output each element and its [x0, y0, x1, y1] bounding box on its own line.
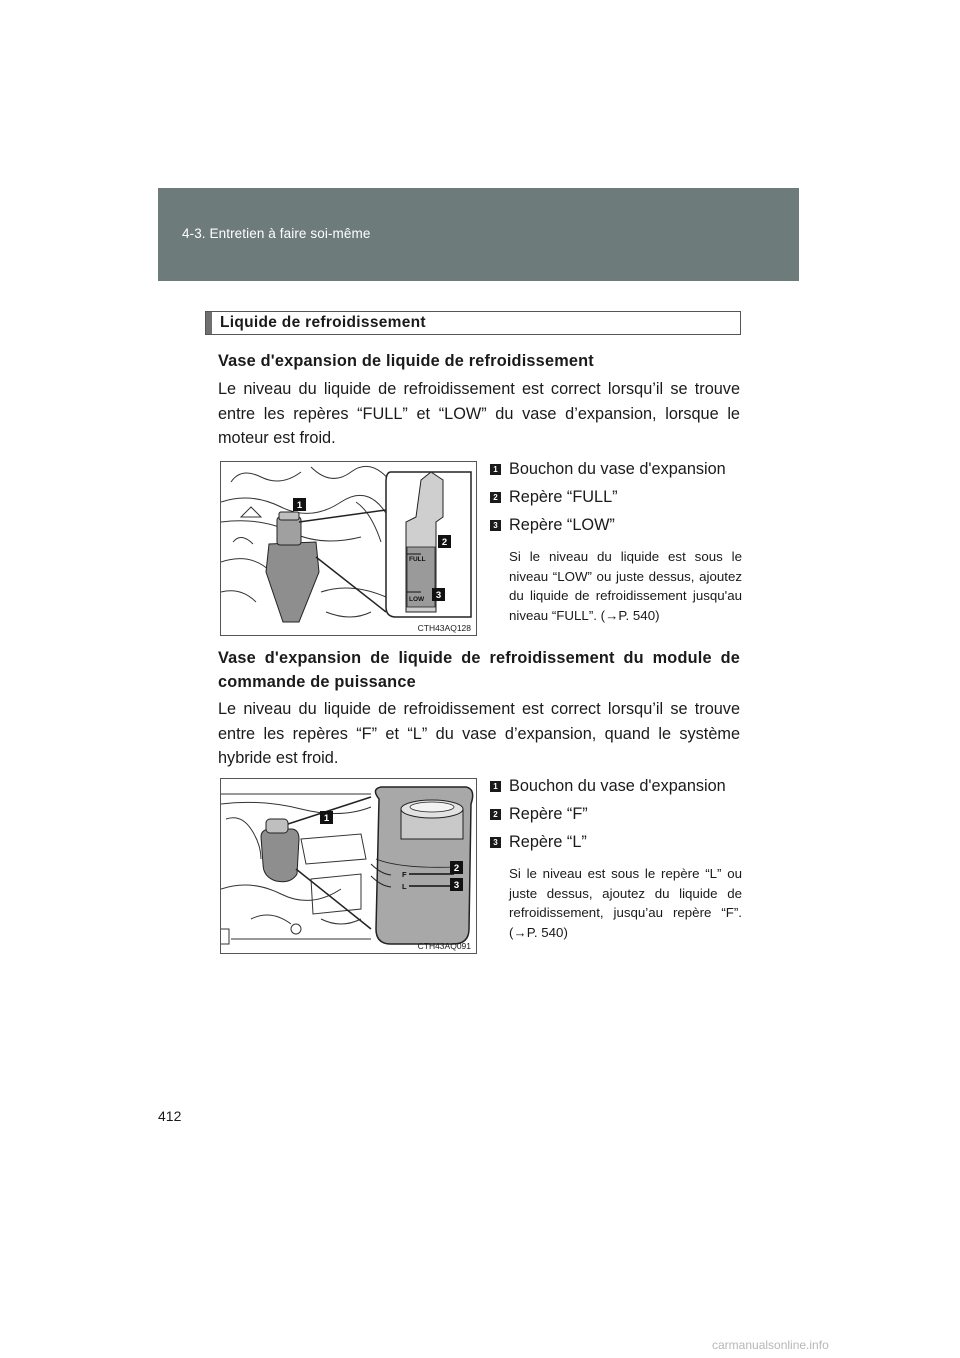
block2-heading-line2: commande de puissance	[218, 673, 416, 691]
block2-heading-line1: Vase d'expansion de liquide de refroidissement du module de	[218, 649, 740, 667]
legend-number: 1	[490, 464, 501, 475]
legend-text: Repère “FULL”	[509, 487, 618, 506]
legend-number: 2	[490, 492, 501, 503]
callout-3	[432, 588, 445, 601]
pcu-reservoir-figure	[220, 778, 477, 954]
section-title-bar	[206, 312, 212, 334]
legend-number: 2	[490, 809, 501, 820]
block1-heading: Vase d'expansion de liquide de refroidissement	[218, 352, 594, 370]
legend-text: Repère “F”	[509, 804, 588, 823]
block1-paragraph: Le niveau du liquide de refroidissement est correct lorsqu’il se trouve entre les repères “FULL” et “LOW” du vase d’expansion, lorsque le moteur est froid.	[218, 380, 740, 447]
mark-l-text: L	[402, 882, 407, 891]
callout-3	[450, 878, 463, 891]
legend-number: 1	[490, 781, 501, 792]
coolant-reservoir-figure	[220, 461, 477, 636]
svg-text:1: 1	[323, 813, 330, 824]
legend-text: Bouchon du vase d'expansion	[509, 459, 726, 478]
callout-1	[320, 811, 333, 824]
legend-item	[490, 772, 742, 800]
legend-text: Repère “LOW”	[509, 515, 615, 534]
watermark: carmanualsonline.info	[712, 1338, 829, 1352]
legend-number: 3	[490, 520, 501, 531]
block2-paragraph: Le niveau du liquide de refroidissement est correct lorsqu’il se trouve entre les repères “F” et “L” du vase d’expansion, quand le système hybride est froid.	[218, 700, 740, 767]
mark-full-text: FULL	[409, 556, 426, 563]
svg-text:2: 2	[453, 863, 460, 874]
section-title-box	[205, 311, 741, 335]
mark-f-text: F	[402, 870, 407, 879]
legend-text: Bouchon du vase d'expansion	[509, 776, 726, 795]
chapter-section-label: 4-3. Entretien à faire soi-même	[182, 226, 371, 241]
svg-text:3: 3	[435, 590, 442, 601]
coolant-reservoir-illustration	[221, 462, 477, 636]
chapter-header-band	[158, 188, 799, 281]
callout-2	[438, 535, 451, 548]
block1-note: Si le niveau du liquide est sous le niveau “LOW” ou juste dessus, ajoutez du liquide de refroidissement jusqu'au niveau “FULL”. (→P. 540)	[509, 549, 742, 623]
page-number: 412	[158, 1108, 182, 1124]
block2-legend	[490, 772, 742, 942]
legend-number: 3	[490, 837, 501, 848]
mark-low-text: LOW	[409, 596, 425, 603]
legend-item	[490, 511, 742, 539]
legend-text: Repère “L”	[509, 832, 587, 851]
block2-note: Si le niveau est sous le repère “L” ou juste dessus, ajoutez du liquide de refroidissement, jusqu’au repère “F”. (→P. 540)	[509, 866, 742, 940]
svg-text:2: 2	[441, 537, 448, 548]
svg-text:1: 1	[296, 500, 303, 511]
svg-text:3: 3	[453, 880, 460, 891]
pcu-reservoir-illustration	[221, 779, 477, 954]
callout-1	[293, 498, 306, 511]
callout-2	[450, 861, 463, 874]
legend-item	[490, 455, 742, 483]
figure-code: CTH43AQ128	[417, 623, 471, 633]
section-title: Liquide de refroidissement	[220, 314, 426, 331]
figure-code: CTH43AQ091	[417, 941, 471, 951]
legend-item	[490, 800, 742, 828]
block1-legend	[490, 455, 742, 625]
legend-item	[490, 483, 742, 511]
legend-item	[490, 828, 742, 856]
